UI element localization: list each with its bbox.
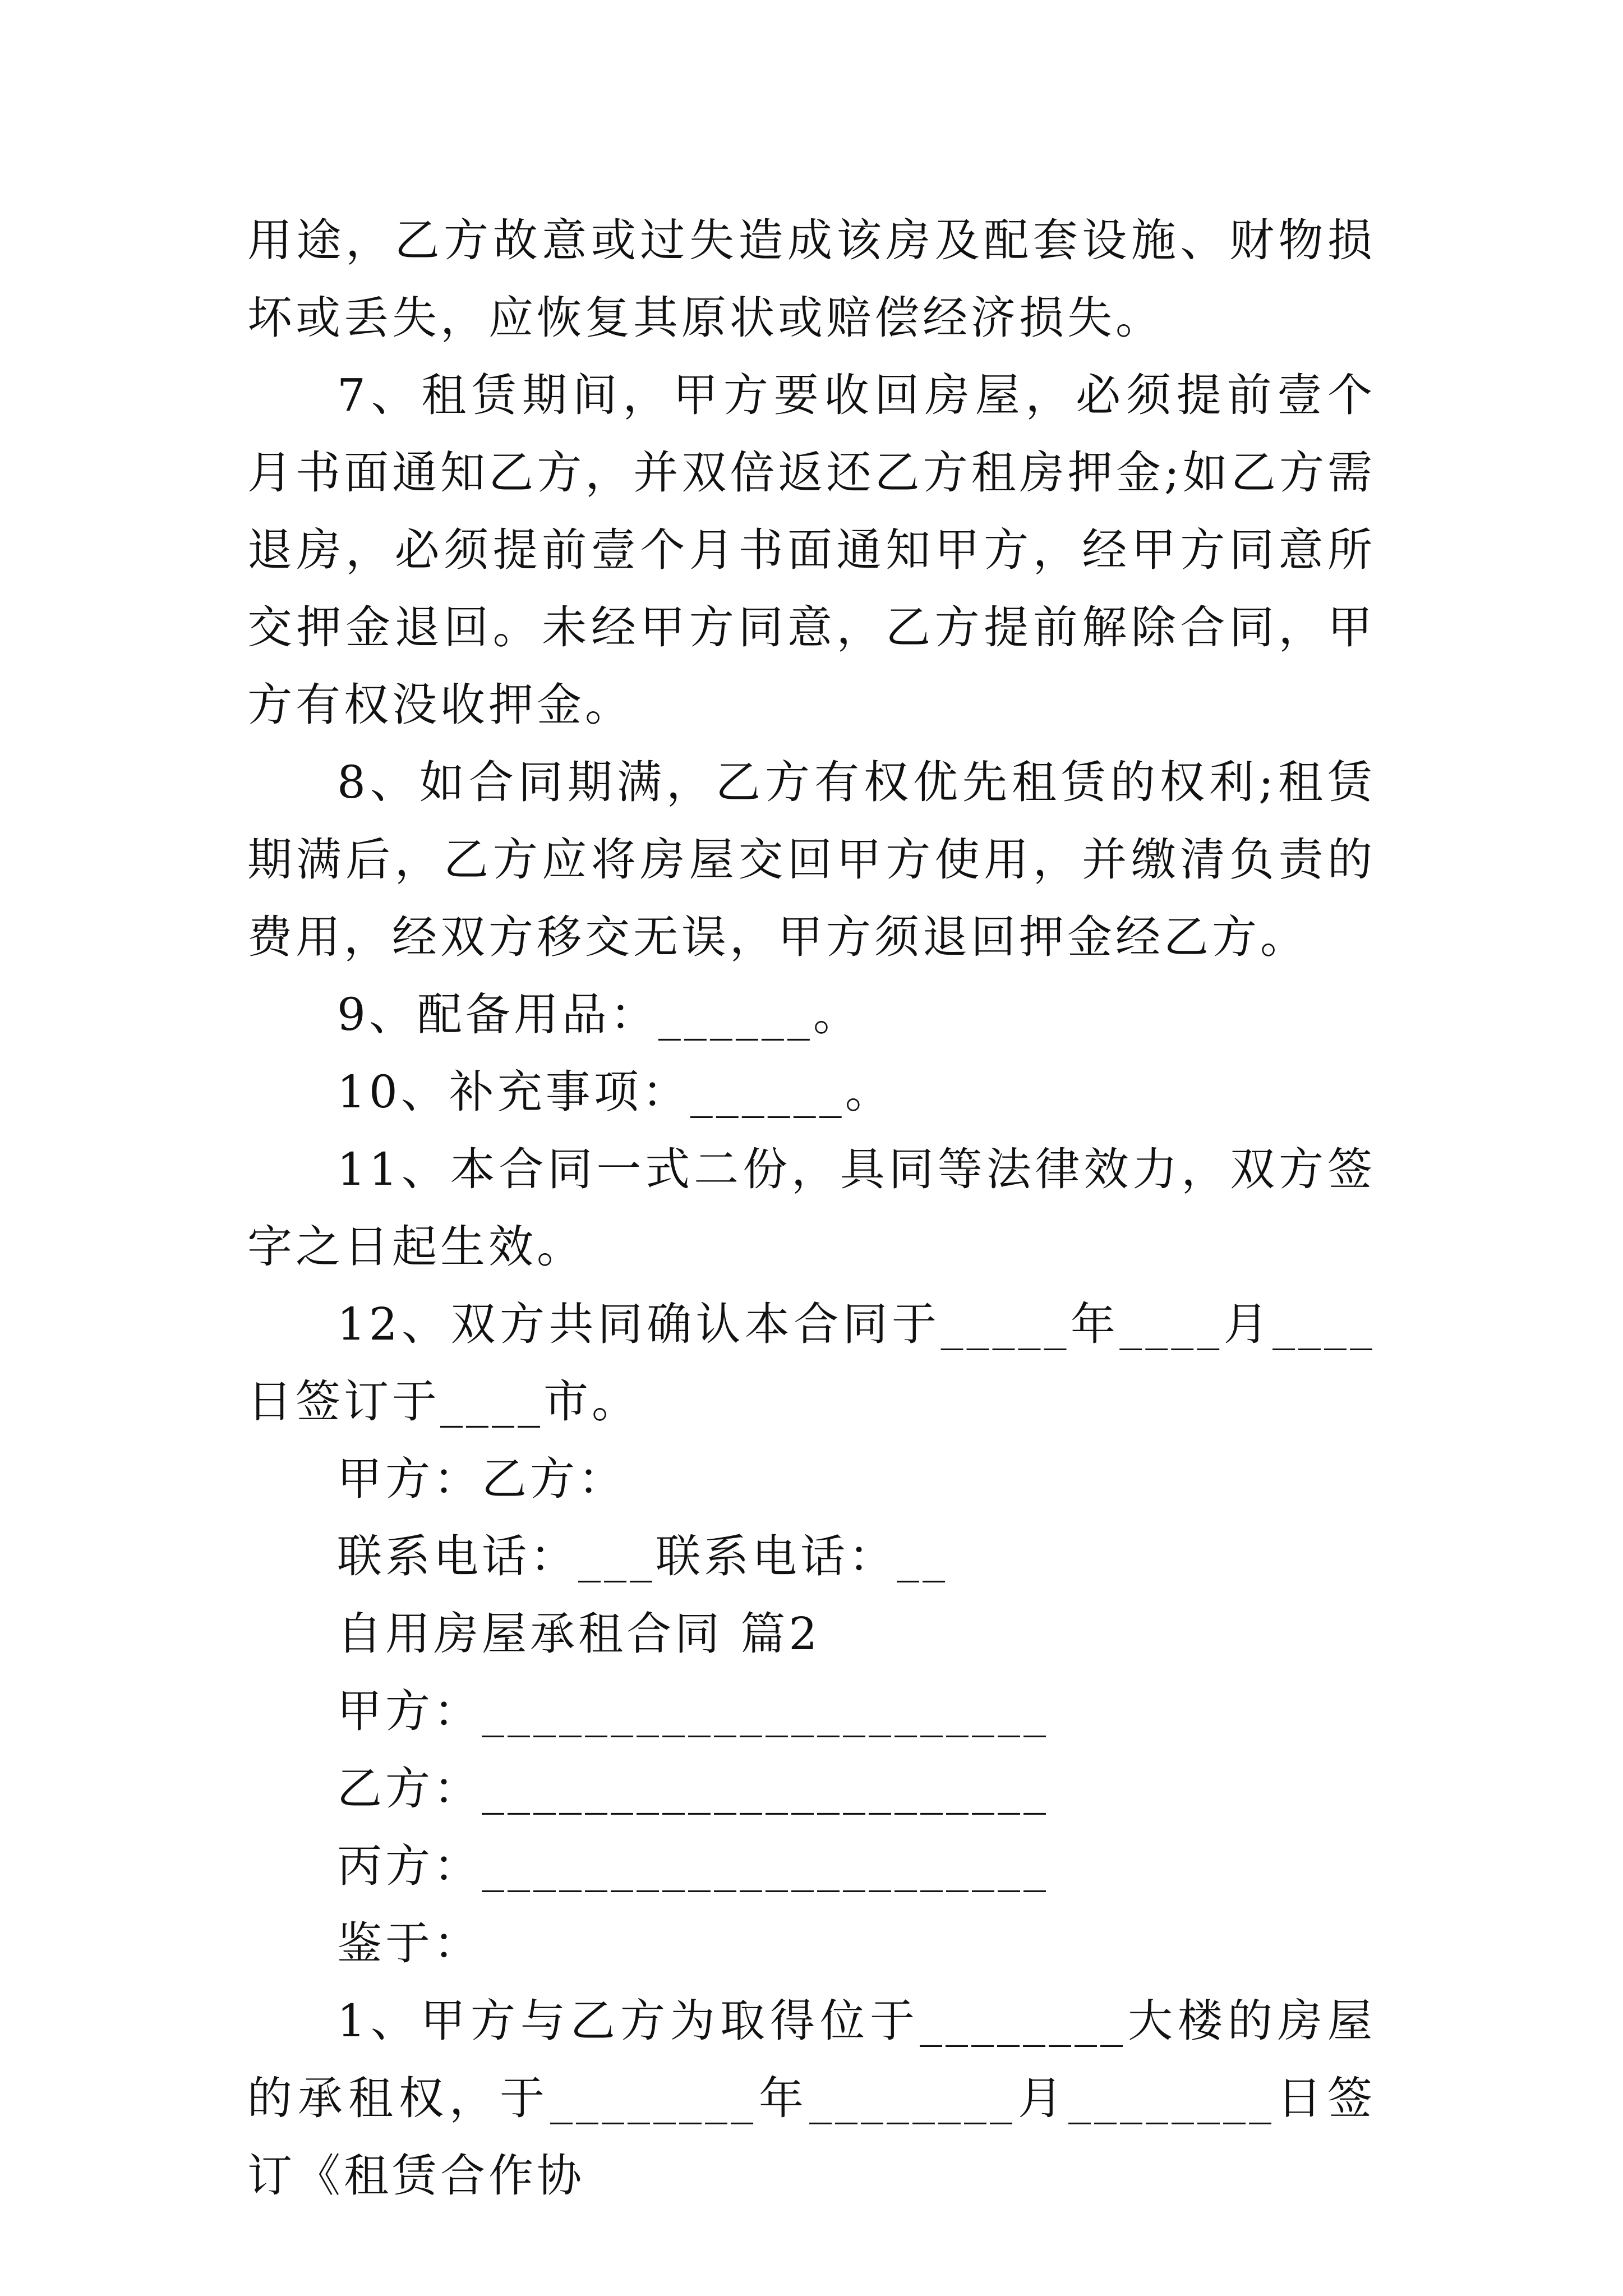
paragraph-clause-11: 11、本合同一式二份，具同等法律效力，双方签字之日起生效。 <box>247 1143 1376 1273</box>
paragraph-clause-8: 8、如合同期满，乙方有权优先租赁的权利;租赁期满后，乙方应将房屋交回甲方使用，并缴清负责的费用，经双方移交无误，甲方须退回押金经乙方。 <box>247 756 1376 963</box>
signature-parties-line: 甲方：乙方： <box>337 1453 626 1505</box>
paragraph-clause-12: 12、双方共同确认本合同于_____年____月____日签订于____市。 <box>247 1298 1376 1428</box>
section-heading-part-2: 自用房屋承租合同 篇2 <box>337 1608 821 1660</box>
paragraph-recital-1: 1、甲方与乙方为取得位于________大楼的房屋的承租权，于________年________月________日签订《租赁合作协 <box>247 1995 1376 2202</box>
whereas-line: 鉴于： <box>337 1917 482 1970</box>
party-c-line: 丙方：______________________ <box>337 1840 1049 1892</box>
paragraph-clause-9: 9、配备用品：______。 <box>337 988 861 1041</box>
paragraph-clause-10: 10、补充事项：______。 <box>337 1066 893 1118</box>
contact-phone-line: 联系电话：___联系电话：__ <box>337 1530 948 1582</box>
paragraph-clause-7: 7、租赁期间，甲方要收回房屋，必须提前壹个月书面通知乙方，并双倍返还乙方租房押金;如乙方需退房，必须提前壹个月书面通知甲方，经甲方同意所交押金退回。未经甲方同意，乙方提前解除合同，甲方有权没收押金。 <box>247 369 1376 731</box>
party-a-line: 甲方：______________________ <box>337 1685 1049 1737</box>
document-body <box>247 202 1376 2215</box>
party-b-line: 乙方：______________________ <box>337 1763 1049 1815</box>
paragraph-continuation: 用途，乙方故意或过失造成该房及配套设施、财物损坏或丢失，应恢复其原状或赔偿经济损失。 <box>247 214 1376 344</box>
